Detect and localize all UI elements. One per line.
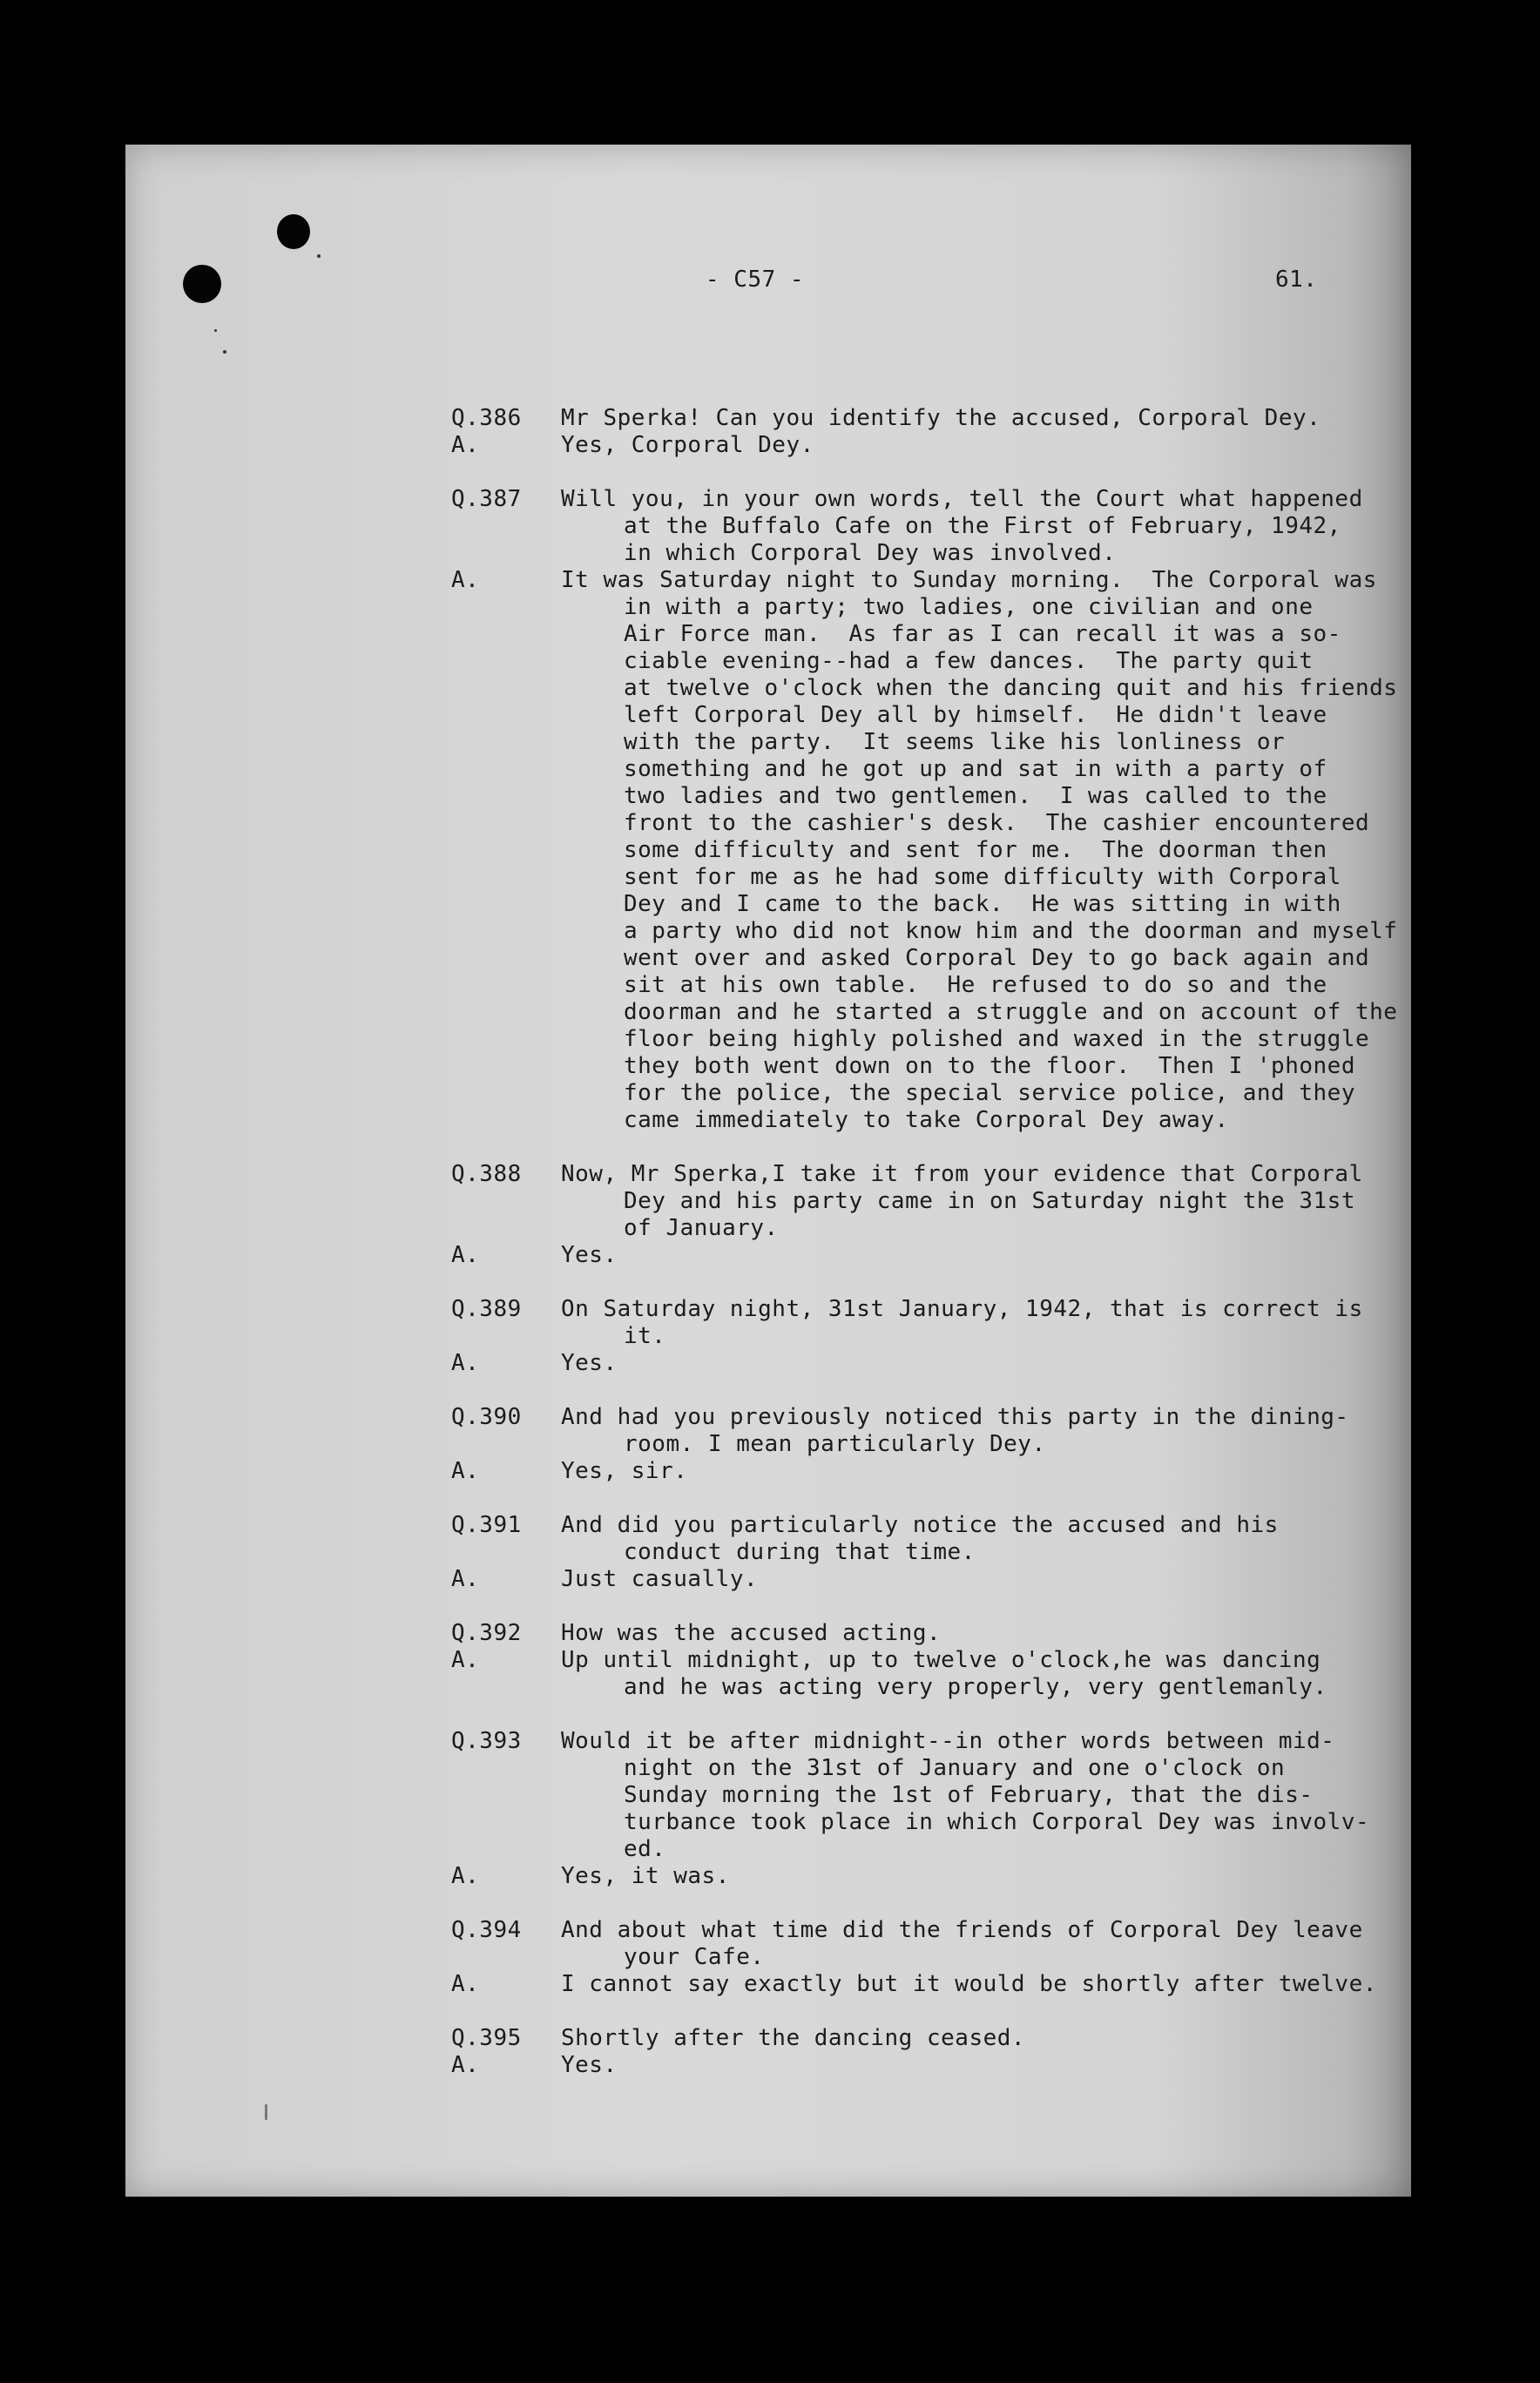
transcript-line xyxy=(451,513,1392,540)
transcript-line xyxy=(451,1215,1392,1242)
question-entry xyxy=(451,1404,1392,1458)
question-entry xyxy=(451,1296,1392,1350)
answer-entry xyxy=(451,1647,1392,1701)
line-text: It was Saturday night to Sunday morning. The Corporal was xyxy=(561,567,1377,593)
line-text: your Cafe. xyxy=(624,1944,765,1970)
transcript-line xyxy=(451,810,1392,837)
line-text: ed. xyxy=(624,1836,666,1862)
entry-gap xyxy=(451,1593,1392,1620)
question-label: Q.392 xyxy=(451,1620,522,1646)
transcript-line xyxy=(451,1782,1392,1809)
transcript-line xyxy=(451,972,1392,999)
transcript-line xyxy=(451,756,1392,783)
line-text: came immediately to take Corporal Dey away. xyxy=(624,1107,1229,1133)
answer-label: A. xyxy=(451,1647,480,1673)
line-text: for the police, the special service police, and they xyxy=(624,1080,1355,1106)
line-text: ciable evening--had a few dances. The party quit xyxy=(624,648,1314,674)
line-text: in which Corporal Dey was involved. xyxy=(624,540,1117,566)
transcript-line xyxy=(451,783,1392,810)
transcript-line xyxy=(451,891,1392,918)
line-text: And did you particularly notice the accused and his xyxy=(561,1512,1279,1538)
answer-label: A. xyxy=(451,567,480,593)
line-text: some difficulty and sent for me. The doorman then xyxy=(624,837,1327,863)
transcript-line xyxy=(451,2025,1392,2052)
transcript-line xyxy=(451,1863,1392,1890)
entry-gap xyxy=(451,1377,1392,1404)
transcript-line xyxy=(451,648,1392,675)
question-label: Q.391 xyxy=(451,1512,522,1538)
transcript-line xyxy=(451,1971,1392,1998)
line-text: Yes. xyxy=(561,2052,618,2078)
answer-label: A. xyxy=(451,432,480,458)
entry-gap xyxy=(451,1890,1392,1917)
line-text: sit at his own table. He refused to do so and the xyxy=(624,972,1327,998)
question-label: Q.386 xyxy=(451,405,522,431)
question-entry xyxy=(451,1917,1392,1971)
line-text: they both went down on to the floor. Then I 'phoned xyxy=(624,1053,1355,1079)
transcript-body xyxy=(451,405,1398,2079)
line-text: turbance took place in which Corporal Dey was involv- xyxy=(624,1809,1370,1835)
line-text: at twelve o'clock when the dancing quit and his friends xyxy=(624,675,1398,701)
speck-mark xyxy=(317,254,321,258)
line-text: Dey and his party came in on Saturday night the 31st xyxy=(624,1188,1355,1214)
transcript-line xyxy=(451,1539,1392,1566)
speck-mark xyxy=(223,350,226,354)
line-text: Yes, it was. xyxy=(561,1863,730,1889)
answer-label: A. xyxy=(451,1863,480,1889)
entry-gap xyxy=(451,1134,1392,1161)
line-text: went over and asked Corporal Dey to go back again and xyxy=(624,945,1370,971)
transcript-line xyxy=(451,2052,1392,2079)
line-text: room. I mean particularly Dey. xyxy=(624,1431,1046,1457)
transcript-line xyxy=(451,1566,1392,1593)
transcript-line xyxy=(451,837,1392,864)
transcript-line xyxy=(451,1431,1392,1458)
transcript-line xyxy=(451,1404,1392,1431)
line-text: floor being highly polished and waxed in the struggle xyxy=(624,1026,1370,1052)
line-text: Shortly after the dancing ceased. xyxy=(561,2025,1026,2051)
line-text: On Saturday night, 31st January, 1942, that is correct is xyxy=(561,1296,1363,1322)
transcript-line xyxy=(451,864,1392,891)
answer-entry xyxy=(451,1566,1392,1593)
transcript-line xyxy=(451,1296,1392,1323)
line-text: left Corporal Dey all by himself. He didn't leave xyxy=(624,702,1327,728)
line-text: a party who did not know him and the doorman and myself xyxy=(624,918,1398,944)
transcript-line xyxy=(451,1917,1392,1944)
question-entry xyxy=(451,1161,1392,1242)
line-text: Now, Mr Sperka,I take it from your evidence that Corporal xyxy=(561,1161,1363,1187)
line-text: doorman and he started a struggle and on account of the xyxy=(624,999,1398,1025)
speck-mark xyxy=(214,329,217,332)
transcript-line xyxy=(451,1620,1392,1647)
transcript-line xyxy=(451,1053,1392,1080)
line-text: Would it be after midnight--in other words between mid- xyxy=(561,1728,1335,1754)
transcript-line xyxy=(451,405,1392,432)
line-text: Up until midnight, up to twelve o'clock,he was dancing xyxy=(561,1647,1321,1673)
transcript-line xyxy=(451,1809,1392,1836)
transcript-line xyxy=(451,1647,1392,1674)
line-text: two ladies and two gentlemen. I was called to the xyxy=(624,783,1327,809)
transcript-line xyxy=(451,1755,1392,1782)
question-entry xyxy=(451,1620,1392,1647)
entry-gap xyxy=(451,1485,1392,1512)
transcript-line xyxy=(451,1512,1392,1539)
transcript-line xyxy=(451,1323,1392,1350)
transcript-line xyxy=(451,432,1392,459)
transcript-line xyxy=(451,1458,1392,1485)
transcript-line xyxy=(451,1944,1392,1971)
question-label: Q.395 xyxy=(451,2025,522,2051)
line-text: it. xyxy=(624,1323,666,1349)
answer-label: A. xyxy=(451,1566,480,1592)
line-text: Mr Sperka! Can you identify the accused, Corporal Dey. xyxy=(561,405,1321,431)
line-text: Yes. xyxy=(561,1242,618,1268)
answer-label: A. xyxy=(451,1350,480,1376)
line-text: Just casually. xyxy=(561,1566,759,1592)
punch-hole-top xyxy=(277,214,310,249)
transcript-line xyxy=(451,621,1392,648)
question-entry xyxy=(451,405,1392,432)
line-text: in with a party; two ladies, one civilian and one xyxy=(624,594,1314,620)
question-label: Q.387 xyxy=(451,486,522,512)
transcript-line xyxy=(451,540,1392,567)
answer-entry xyxy=(451,432,1392,459)
line-text: Air Force man. As far as I can recall it was a so- xyxy=(624,621,1341,647)
question-label: Q.390 xyxy=(451,1404,522,1430)
transcript-line xyxy=(451,1080,1392,1107)
line-text: something and he got up and sat in with a party of xyxy=(624,756,1327,782)
speck-mark xyxy=(265,2104,267,2120)
question-entry xyxy=(451,1728,1392,1863)
entry-gap xyxy=(451,1269,1392,1296)
question-entry xyxy=(451,2025,1392,2052)
entry-gap xyxy=(451,1701,1392,1728)
answer-entry xyxy=(451,567,1398,1134)
transcript-line xyxy=(451,1188,1392,1215)
line-text: of January. xyxy=(624,1215,779,1241)
answer-entry xyxy=(451,1350,1392,1377)
transcript-line xyxy=(451,918,1398,945)
transcript-line xyxy=(451,486,1392,513)
line-text: Dey and I came to the back. He was sitting in with xyxy=(624,891,1341,917)
answer-label: A. xyxy=(451,1458,480,1484)
transcript-line xyxy=(451,702,1392,729)
entry-gap xyxy=(451,459,1392,486)
line-text: Sunday morning the 1st of February, that the dis- xyxy=(624,1782,1314,1808)
line-text: with the party. It seems like his lonliness or xyxy=(624,729,1286,755)
line-text: Yes, sir. xyxy=(561,1458,688,1484)
transcript-line xyxy=(451,675,1398,702)
line-text: sent for me as he had some difficulty with Corporal xyxy=(624,864,1341,890)
line-text: Yes, Corporal Dey. xyxy=(561,432,814,458)
line-text: conduct during that time. xyxy=(624,1539,976,1565)
transcript-line xyxy=(451,1350,1392,1377)
line-text: front to the cashier's desk. The cashier encountered xyxy=(624,810,1370,836)
line-text: Yes. xyxy=(561,1350,618,1376)
transcript-line xyxy=(451,1161,1392,1188)
answer-entry xyxy=(451,2052,1392,2079)
answer-label: A. xyxy=(451,2052,480,2078)
question-label: Q.394 xyxy=(451,1917,522,1943)
answer-label: A. xyxy=(451,1971,480,1997)
line-text: And had you previously noticed this party in the dining- xyxy=(561,1404,1349,1430)
transcript-line xyxy=(451,1107,1392,1134)
question-label: Q.388 xyxy=(451,1161,522,1187)
question-entry xyxy=(451,486,1392,567)
transcript-line xyxy=(451,1836,1392,1863)
page-number: 61. xyxy=(1275,267,1318,293)
transcript-line xyxy=(451,594,1392,621)
entry-gap xyxy=(451,1998,1392,2025)
line-text: night on the 31st of January and one o'clock on xyxy=(624,1755,1286,1781)
line-text: How was the accused acting. xyxy=(561,1620,942,1646)
transcript-line xyxy=(451,1728,1392,1755)
answer-entry xyxy=(451,1458,1392,1485)
line-text: Will you, in your own words, tell the Court what happened xyxy=(561,486,1363,512)
answer-label: A. xyxy=(451,1242,480,1268)
question-entry xyxy=(451,1512,1392,1566)
line-text: And about what time did the friends of Corporal Dey leave xyxy=(561,1917,1363,1943)
question-label: Q.393 xyxy=(451,1728,522,1754)
answer-entry xyxy=(451,1242,1392,1269)
transcript-line xyxy=(451,945,1392,972)
transcript-line xyxy=(451,1242,1392,1269)
transcript-line xyxy=(451,567,1392,594)
answer-entry xyxy=(451,1971,1392,1998)
transcript-line xyxy=(451,999,1398,1026)
page-header-code: - C57 - xyxy=(706,267,805,293)
transcript-line xyxy=(451,1026,1392,1053)
line-text: and he was acting very properly, very gentlemanly. xyxy=(624,1674,1327,1700)
line-text: I cannot say exactly but it would be shortly after twelve. xyxy=(561,1971,1377,1997)
line-text: at the Buffalo Cafe on the First of February, 1942, xyxy=(624,513,1341,539)
question-label: Q.389 xyxy=(451,1296,522,1322)
transcript-line xyxy=(451,1674,1392,1701)
transcript-line xyxy=(451,729,1392,756)
answer-entry xyxy=(451,1863,1392,1890)
punch-hole-left xyxy=(183,265,221,303)
